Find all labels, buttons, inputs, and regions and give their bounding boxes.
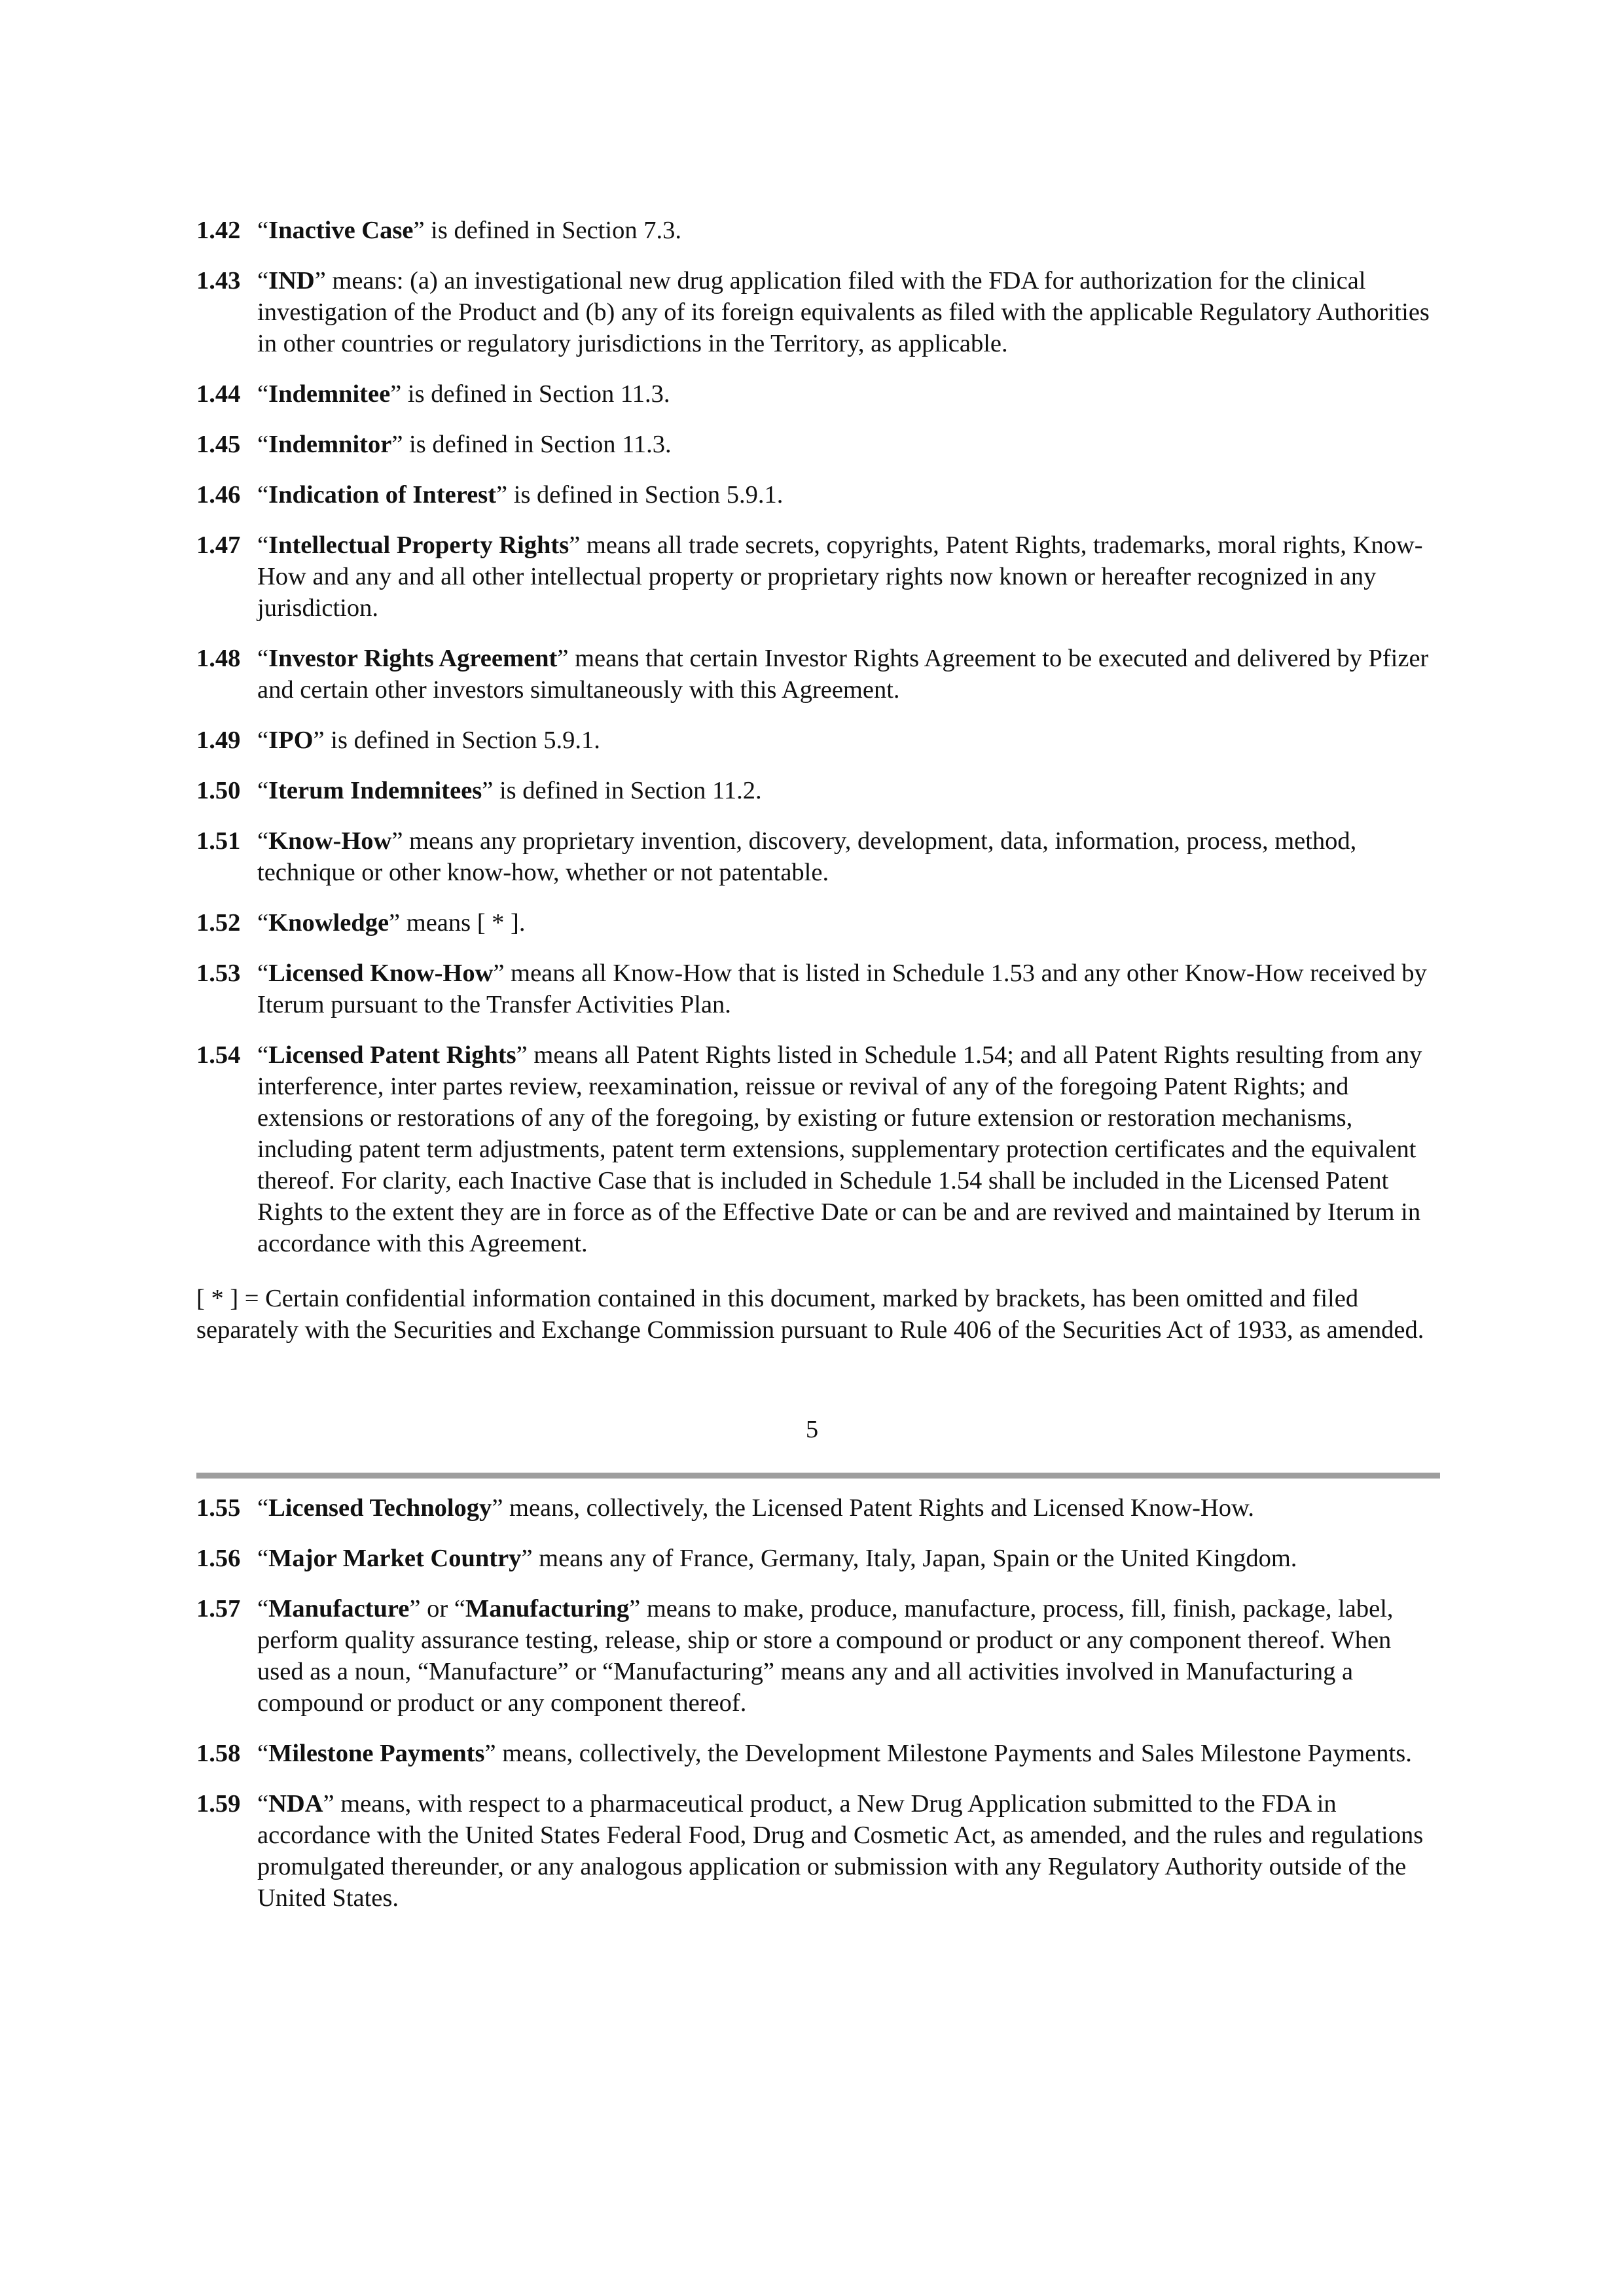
definition-text: “Inactive Case” is defined in Section 7.3. xyxy=(257,217,681,244)
definition-1-48 xyxy=(196,643,1440,706)
defined-term: Investor Rights Agreement xyxy=(268,645,558,672)
defined-term-alternate: Manufacturing xyxy=(465,1595,630,1623)
definition-text: “Investor Rights Agreement” means that certain Investor Rights Agreement to be executed and delivered by Pfizer and certain other investors simultaneously with this Agreement. xyxy=(257,645,1429,704)
definition-1-45 xyxy=(196,429,1440,460)
definition-1-55 xyxy=(196,1492,1440,1524)
defined-term: NDA xyxy=(268,1790,323,1818)
definition-text: “Indication of Interest” is defined in Section 5.9.1. xyxy=(257,481,784,509)
defined-term: Iterum Indemnitees xyxy=(268,777,482,804)
section-number: 1.46 xyxy=(196,481,241,509)
defined-term: Indication of Interest xyxy=(268,481,497,509)
definition-1-51 xyxy=(196,825,1440,888)
definition-1-57 xyxy=(196,1593,1440,1719)
definition-1-59 xyxy=(196,1788,1440,1914)
definition-1-52 xyxy=(196,907,1440,939)
definition-1-50 xyxy=(196,775,1440,806)
definition-text: “Intellectual Property Rights” means all trade secrets, copyrights, Patent Rights, trademarks, moral rights, Know-How and any and all other intellectual property or proprietary rights now known or hereafter recognized in any jurisdiction. xyxy=(257,531,1423,622)
section-number: 1.51 xyxy=(196,827,241,855)
definition-text: “Manufacture” or “Manufacturing” means to make, produce, manufacture, process, fill, finish, package, label, perform quality assurance testing, release, ship or store a compound or product or any component thereof. When used as a noun, “Manufacture” or “Manufacturing” means any and all activities involved in Manufacturing a compound or product or any component thereof. xyxy=(257,1595,1394,1717)
section-number: 1.54 xyxy=(196,1041,241,1069)
definition-text: “Milestone Payments” means, collectively, the Development Milestone Payments and Sales Milestone Payments. xyxy=(257,1740,1412,1767)
defined-term: Intellectual Property Rights xyxy=(268,531,569,559)
page-divider xyxy=(196,1473,1440,1479)
section-number: 1.53 xyxy=(196,960,241,987)
definition-1-56 xyxy=(196,1543,1440,1574)
definition-1-47 xyxy=(196,529,1440,624)
defined-term: IND xyxy=(268,267,315,295)
section-number: 1.59 xyxy=(196,1790,241,1818)
defined-term: Indemnitee xyxy=(268,380,391,408)
definition-text: “Licensed Patent Rights” means all Patent Rights listed in Schedule 1.54; and all Patent Rights resulting from any interference, inter partes review, reexamination, reissue or revival of any of the foregoing Patent Rights; and extensions or restorations of any of the foregoing, by existing or future extension or restoration mechanisms, including patent term adjustments, patent term extensions, supplementary protection certificates and the equivalent thereof. For clarity, each Inactive Case that is included in Schedule 1.54 shall be included in the Licensed Patent Rights to the extent they are in force as of the Effective Date or can be and are revived and maintained by Iterum in accordance with this Agreement. xyxy=(257,1041,1422,1257)
definition-text: “IPO” is defined in Section 5.9.1. xyxy=(257,726,600,754)
section-number: 1.42 xyxy=(196,217,241,244)
page-number: 5 xyxy=(805,1416,819,1443)
definition-1-58 xyxy=(196,1738,1440,1769)
definition-text: “Major Market Country” means any of France, Germany, Italy, Japan, Spain or the United Kingdom. xyxy=(257,1545,1297,1572)
section-number: 1.49 xyxy=(196,726,241,754)
definition-text: “Iterum Indemnitees” is defined in Section 11.2. xyxy=(257,777,762,804)
definition-text: “Indemnitee” is defined in Section 11.3. xyxy=(257,380,670,408)
defined-term: Milestone Payments xyxy=(268,1740,485,1767)
defined-term: Licensed Patent Rights xyxy=(268,1041,516,1069)
section-number: 1.43 xyxy=(196,267,241,295)
section-number: 1.52 xyxy=(196,909,241,937)
defined-term: Know-How xyxy=(268,827,392,855)
defined-term: IPO xyxy=(268,726,314,754)
definition-1-54 xyxy=(196,1039,1440,1259)
defined-term: Indemnitor xyxy=(268,431,392,458)
definition-text: “Licensed Know-How” means all Know-How that is listed in Schedule 1.53 and any other Know-How received by Iterum pursuant to the Transfer Activities Plan. xyxy=(257,960,1427,1018)
definition-text: “Licensed Technology” means, collectively, the Licensed Patent Rights and Licensed Know-How. xyxy=(257,1494,1254,1522)
definition-text: “IND” means: (a) an investigational new drug application filed with the FDA for authorization for the clinical investigation of the Product and (b) any of its foreign equivalents as filed with the applicable Regulatory Authorities in other countries or regulatory jurisdictions in the Territory, as applicable. xyxy=(257,267,1430,357)
definition-text: “Knowledge” means [ * ]. xyxy=(257,909,526,937)
defined-term: Licensed Technology xyxy=(268,1494,492,1522)
section-number: 1.45 xyxy=(196,431,241,458)
definition-text: “Indemnitor” is defined in Section 11.3. xyxy=(257,431,672,458)
section-number: 1.55 xyxy=(196,1494,241,1522)
defined-term: Manufacture xyxy=(268,1595,410,1623)
definition-1-53 xyxy=(196,958,1440,1020)
defined-term: Knowledge xyxy=(268,909,389,937)
definition-1-42 xyxy=(196,215,1440,246)
section-number: 1.56 xyxy=(196,1545,241,1572)
definition-text: “NDA” means, with respect to a pharmaceutical product, a New Drug Application submitted to the FDA in accordance with the United States Federal Food, Drug and Cosmetic Act, as amended, and the rules and regulations promulgated thereunder, or any analogous application or submission with any Regulatory Authority outside of the United States. xyxy=(257,1790,1424,1912)
definition-1-44 xyxy=(196,378,1440,410)
section-number: 1.57 xyxy=(196,1595,241,1623)
definition-text: “Know-How” means any proprietary invention, discovery, development, data, information, process, method, technique or other know-how, whether or not patentable. xyxy=(257,827,1357,886)
defined-term: Major Market Country xyxy=(268,1545,522,1572)
definitions-list-page-2 xyxy=(196,1492,1440,1933)
defined-term: Licensed Know-How xyxy=(268,960,494,987)
section-number: 1.50 xyxy=(196,777,241,804)
definition-1-43 xyxy=(196,265,1440,359)
section-number: 1.58 xyxy=(196,1740,241,1767)
defined-term: Inactive Case xyxy=(268,217,414,244)
confidentiality-footnote: [ * ] = Certain confidential information contained in this document, marked by brackets, has been omitted and filed separately with the Securities and Exchange Commission pursuant to Rule 406 of the Securities Act of 1933, as amended. xyxy=(196,1285,1424,1344)
section-number: 1.47 xyxy=(196,531,241,559)
definition-1-46 xyxy=(196,479,1440,511)
definition-1-49 xyxy=(196,725,1440,756)
section-number: 1.44 xyxy=(196,380,241,408)
definitions-list-page-1 xyxy=(196,215,1440,1278)
section-number: 1.48 xyxy=(196,645,241,672)
